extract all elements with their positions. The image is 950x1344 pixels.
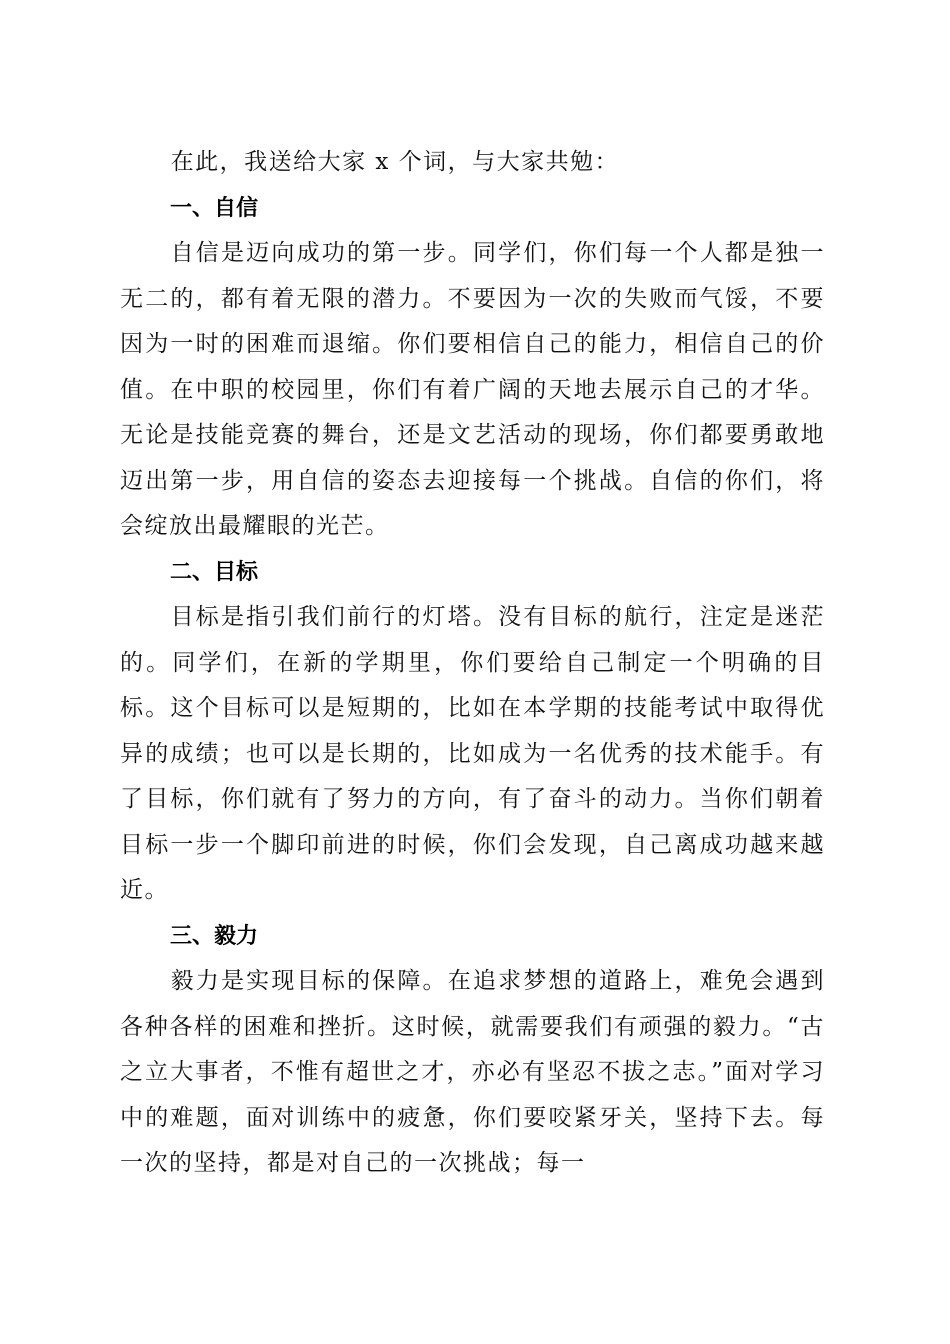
section-body-goal: 目标是指引我们前行的灯塔。没有目标的航行，注定是迷茫的。同学们，在新的学期里，你们要给自己制定一个明确的目标。这个目标可以是短期的，比如在本学期的技能考试中取得优异的成绩；也可以是长期的，比如成为一名优秀的技术能手。有了目标，你们就有了努力的方向，有了奋斗的动力。当你们朝着目标一步一个脚印前进的时候，你们会发现，自己离成功越来越近。 xyxy=(120,604,825,903)
intro-paragraph: 在此，我送给大家 x 个词，与大家共勉： xyxy=(170,149,620,175)
section-body-perseverance: 毅力是实现目标的保障。在追求梦想的道路上，难免会遇到各种各样的困难和挫折。这时候，就需要我们有顽强的毅力。“古之立大事者，不惟有超世之才，亦必有坚忍不拔之志。”面对学习中的难题，面对训练中的疲惫，你们要咬紧牙关，坚持下去。每一次的坚持，都是对自己的一次挑战；每一 xyxy=(120,968,825,1176)
document-body xyxy=(120,140,825,1187)
section-body-confidence: 自信是迈向成功的第一步。同学们，你们每一个人都是独一无二的，都有着无限的潜力。不要因为一次的失败而气馁，不要因为一时的困难而退缩。你们要相信自己的能力，相信自己的价值。在中职的校园里，你们有着广阔的天地去展示自己的才华。无论是技能竞赛的舞台，还是文艺活动的现场，你们都要勇敢地迈出第一步，用自信的姿态去迎接每一个挑战。自信的你们，将会绽放出最耀眼的光芒。 xyxy=(120,240,825,539)
section-heading-confidence: 一、自信 xyxy=(170,195,259,221)
section-heading-perseverance: 三、毅力 xyxy=(170,923,259,949)
section-heading-goal: 二、目标 xyxy=(170,559,259,585)
